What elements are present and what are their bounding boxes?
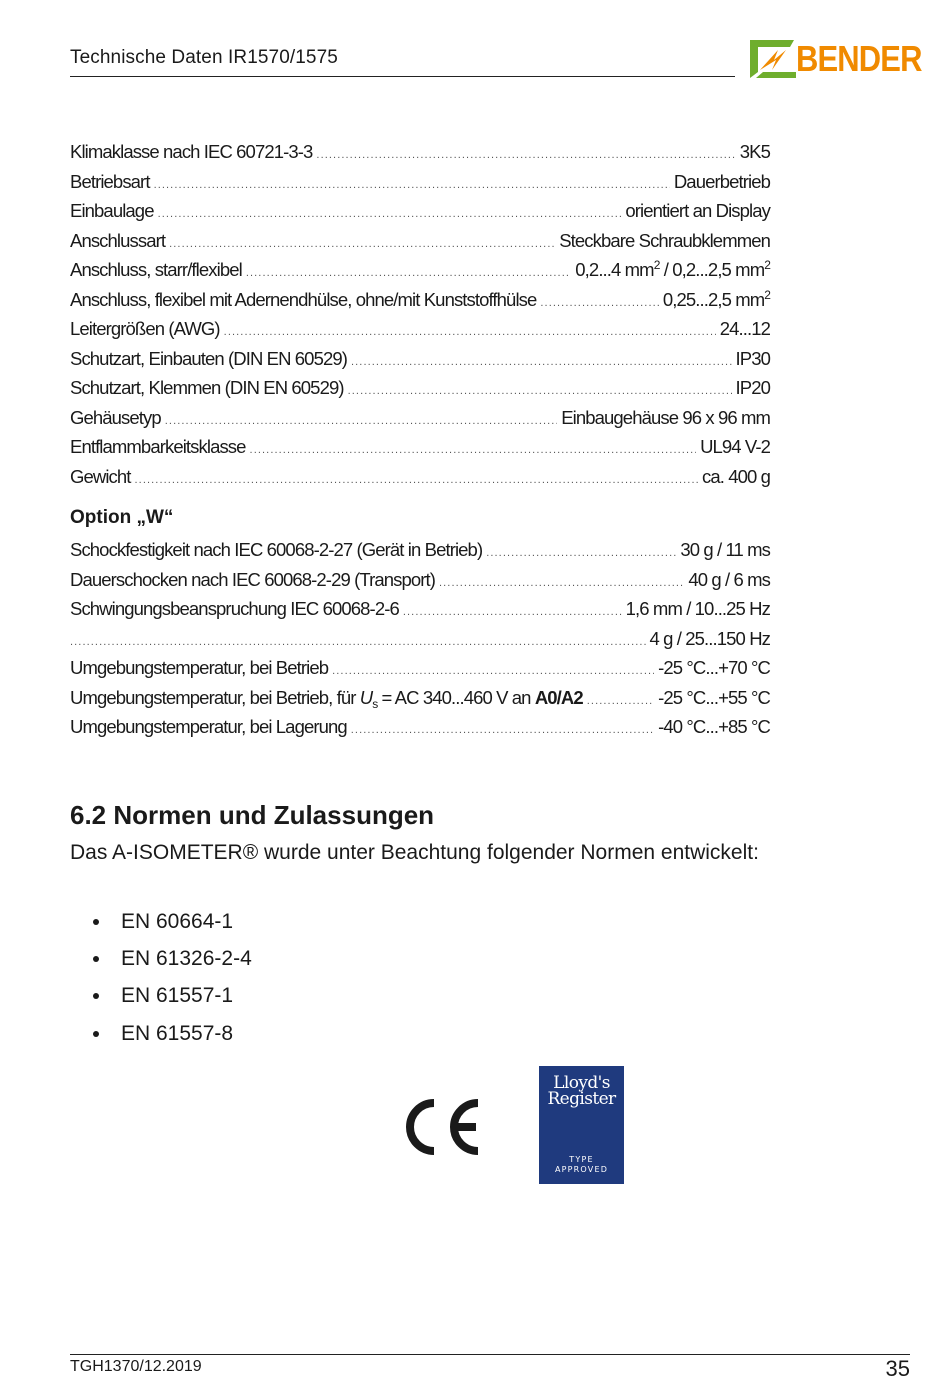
option-w-list [70, 535, 770, 742]
spec-row: Schockfestigkeit nach IEC 60068-2-27 (Gerät in Betrieb) ..... 30 g / 11 ms [70, 535, 770, 565]
spec-row: Entflammbarkeitsklasse ..... UL94 V-2 [70, 432, 770, 462]
lloyds-register-badge [539, 1066, 624, 1184]
spec-row: Anschluss, starr/flexibel ..... 0,2...4 $mm^2 / 0,2...2,5$ $mm^2$ [70, 255, 770, 285]
ce-mark-icon [398, 1097, 482, 1157]
spec-row: Anschluss, flexibel mit Adernendhülse, ohne/mit Kunststoffhülse ..... 0,25...2,5 $mm^2$ [70, 285, 770, 315]
logo-wordmark: BENDER [796, 38, 922, 79]
spec-row: Schutzart, Klemmen (DIN EN 60529) ..... IP20 [70, 373, 770, 403]
bullet-icon [93, 919, 99, 925]
lr-line1: Lloyd's [553, 1073, 610, 1093]
section-title: 6.2 Normen und Zulassungen [70, 800, 435, 830]
spec-row: Anschlussart ..... Steckbare Schraubklemmen [70, 226, 770, 256]
spec-row: Einbaulage ..... orientiert an Display [70, 196, 770, 226]
spec-row: Schutzart, Einbauten (DIN EN 60529) ..... IP30 [70, 344, 770, 374]
lr-line2: Register [547, 1089, 616, 1109]
spec-row: ..... 4 g / 25...150 Hz [70, 624, 770, 654]
spec-row: Umgebungstemperatur, bei Lagerung ..... -40 °C...+85 °C [70, 712, 770, 742]
option-w-title: Option „W“ [70, 507, 174, 528]
bullet-icon [93, 1031, 99, 1037]
bender-logo [750, 38, 922, 80]
footer-divider [70, 1354, 910, 1355]
section-intro: Das A-ISOMETER® wurde unter Beachtung folgender Normen entwickelt: [70, 841, 759, 864]
header-divider [70, 76, 735, 77]
list-item: EN 61557-1 [90, 978, 252, 1015]
spec-row: Betriebsart ..... Dauerbetrieb [70, 167, 770, 197]
bullet-icon [93, 956, 99, 962]
spec-row: Gewicht ..... ca. 400 g [70, 462, 770, 492]
page-number: 35 [885, 1356, 910, 1381]
spec-row: Leitergrößen (AWG) ..... 24...12 [70, 314, 770, 344]
list-item: EN 60664-1 [90, 903, 252, 940]
spec-row: Dauerschocken nach IEC 60068-2-29 (Transport) ..... 40 g / 6 ms [70, 565, 770, 595]
footer-doc-id: TGH1370/12.2019 [70, 1358, 202, 1375]
list-item: EN 61557-8 [90, 1015, 252, 1052]
bullet-icon [93, 993, 99, 999]
spec-row: Klimaklasse nach IEC 60721-3-3 ..... 3K5 [70, 137, 770, 167]
lr-approved: APPROVED [554, 1165, 609, 1174]
spec-row: Umgebungstemperatur, bei Betrieb, für $U_s$ = AC 340...460 V an A0/A2 ..... -25 °C...+55 °C [70, 683, 770, 713]
lr-type: TYPE [569, 1155, 594, 1164]
spec-row: Umgebungstemperatur, bei Betrieb ..... -25 °C...+70 °C [70, 653, 770, 683]
spec-row: Schwingungsbeanspruchung IEC 60068-2-6 ..... 1,6 mm / 10...25 Hz [70, 594, 770, 624]
spec-row: Gehäusetyp ..... Einbaugehäuse 96 x 96 mm [70, 403, 770, 433]
bender-logo-icon [750, 38, 796, 80]
norm-list [90, 903, 252, 1052]
list-item: EN 61326-2-4 [90, 940, 252, 977]
spec-list [70, 137, 770, 491]
header-title: Technische Daten IR1570/1575 [70, 47, 338, 68]
